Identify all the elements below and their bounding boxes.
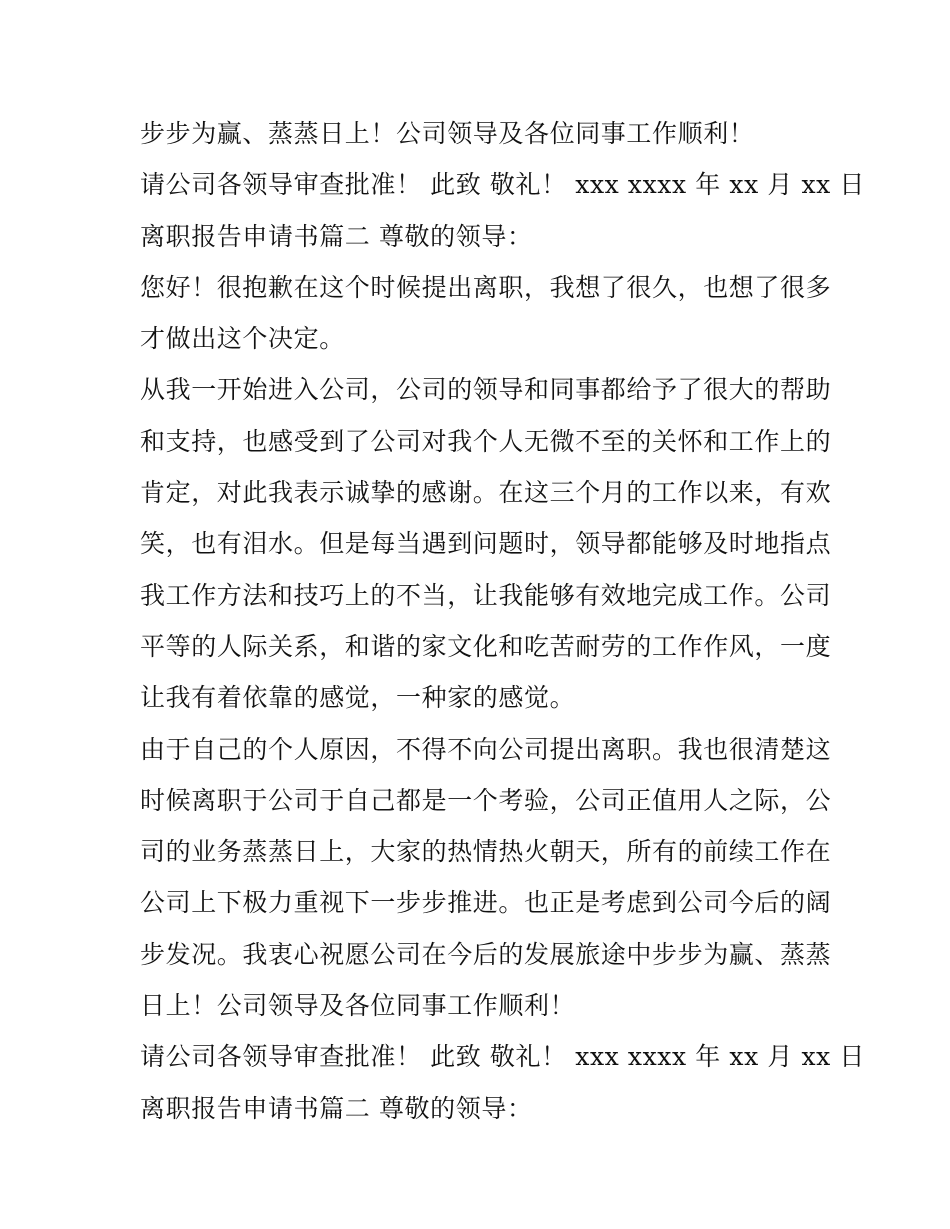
section-heading: 离职报告申请书篇二 尊敬的领导： (140, 221, 533, 251)
text-line: 请公司各领导审查批准！ 此致 敬礼！ xxx xxxx 年 xx 月 xx 日 (140, 1042, 866, 1072)
text-line: 才做出这个决定。 (140, 324, 345, 354)
text-line: 和支持，也感受到了公司对我个人无微不至的关怀和工作上的 (140, 426, 832, 456)
text-line: 从我一开始进入公司，公司的领导和同事都给予了很大的帮助 (140, 375, 832, 405)
text-line: 步发况。我衷心祝愿公司在今后的发展旅途中步步为赢、蒸蒸 (140, 939, 832, 969)
text-line: 请公司各领导审查批准！ 此致 敬礼！ xxx xxxx 年 xx 月 xx 日 (140, 170, 866, 200)
text-line: 时候离职于公司于自己都是一个考验，公司正值用人之际，公 (140, 785, 832, 815)
text-line: 肯定，对此我表示诚挚的感谢。在这三个月的工作以来，有欢 (140, 478, 832, 508)
text-line: 步步为赢、蒸蒸日上！公司领导及各位同事工作顺利！ (140, 119, 755, 148)
text-line: 平等的人际关系，和谐的家文化和吃苦耐劳的工作作风，一度 (140, 631, 832, 661)
text-line: 由于自己的个人原因，不得不向公司提出离职。我也很清楚这 (140, 734, 832, 764)
text-line: 笑，也有泪水。但是每当遇到问题时，领导都能够及时地指点 (140, 529, 832, 559)
text-line: 您好！很抱歉在这个时候提出离职，我想了很久，也想了很多 (140, 272, 832, 302)
text-line: 日上！公司领导及各位同事工作顺利！ (140, 991, 576, 1021)
text-line: 我工作方法和技巧上的不当，让我能够有效地完成工作。公司 (140, 580, 832, 610)
section-heading: 离职报告申请书篇二 尊敬的领导： (140, 1093, 533, 1123)
document-body (140, 108, 866, 1134)
text-line: 司的业务蒸蒸日上，大家的热情热火朝天，所有的前续工作在 (140, 837, 832, 867)
text-line: 公司上下极力重视下一步步推进。也正是考虑到公司今后的阔 (140, 888, 832, 918)
text-line: 让我有着依靠的感觉，一种家的感觉。 (140, 683, 576, 713)
